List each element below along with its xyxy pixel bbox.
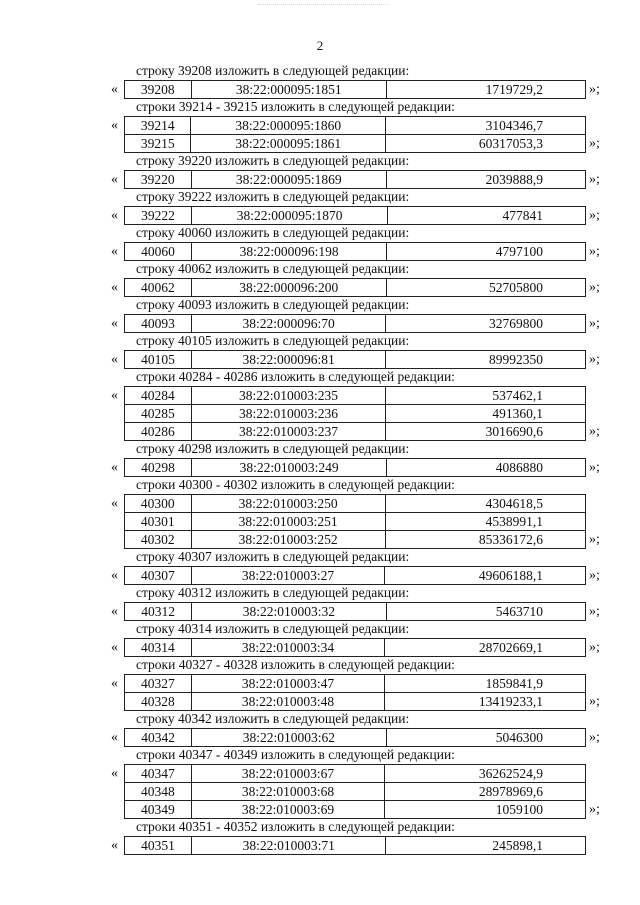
table-row [125, 81, 586, 99]
table-row [125, 459, 586, 477]
row-number-cell: 40349 [125, 801, 192, 819]
amendments-list [0, 63, 640, 855]
cadastral-number-cell: 38:22:010003:34 [191, 639, 384, 657]
value-cell: 85336172,6 [385, 531, 585, 549]
cadastral-number-cell: 38:22:010003:249 [191, 459, 386, 477]
cadastral-number-cell: 38:22:010003:237 [191, 423, 386, 441]
amendment-table [124, 764, 586, 819]
amendment-block [0, 116, 640, 153]
table-row [125, 603, 586, 621]
amendment-block [0, 638, 640, 657]
table-row [125, 387, 586, 405]
amendment-heading: строку 39220 изложить в следующей редакции: [136, 153, 410, 168]
table-row [125, 207, 586, 225]
cadastral-number-cell: 38:22:010003:68 [191, 783, 384, 801]
row-number-cell: 40300 [125, 495, 192, 513]
closing-quote: »; [589, 802, 600, 817]
amendment-heading: строку 40298 изложить в следующей редакции: [136, 441, 410, 456]
value-cell: 52705800 [386, 279, 585, 297]
amendment-heading: строки 39214 - 39215 изложить в следующей редакции: [136, 99, 455, 114]
closing-quote: »; [589, 694, 600, 709]
row-number-cell: 39208 [125, 81, 192, 99]
row-number-cell: 40093 [125, 315, 192, 333]
amendment-heading: строку 40062 изложить в следующей редакции: [136, 261, 410, 276]
amendment-block [0, 458, 640, 477]
amendment-block [0, 278, 640, 297]
amendment-heading: строку 40314 изложить в следующей редакции: [136, 621, 410, 636]
table-row [125, 315, 586, 333]
amendment-table [124, 494, 586, 549]
value-cell: 5463710 [386, 603, 585, 621]
amendment-table [124, 458, 586, 477]
table-row [125, 729, 586, 747]
table-row [125, 351, 586, 369]
cadastral-number-cell: 38:22:000095:1869 [191, 171, 386, 189]
cadastral-number-cell: 38:22:010003:250 [191, 495, 385, 513]
row-number-cell: 40347 [125, 765, 192, 783]
amendment-block [0, 764, 640, 819]
cadastral-number-cell: 38:22:000095:1870 [191, 207, 387, 225]
cadastral-number-cell: 38:22:010003:252 [191, 531, 385, 549]
amendment-block [0, 170, 640, 189]
amendment-table [124, 170, 586, 189]
amendment-table [124, 674, 586, 711]
closing-quote: »; [589, 568, 600, 583]
closing-quote: »; [589, 172, 600, 187]
amendment-table [124, 602, 586, 621]
closing-quote: »; [589, 82, 600, 97]
amendment-block [0, 674, 640, 711]
table-row [125, 693, 586, 711]
cadastral-number-cell: 38:22:010003:27 [191, 567, 384, 585]
table-row [125, 513, 586, 531]
opening-quote: « [111, 604, 118, 619]
row-number-cell: 40302 [125, 531, 192, 549]
table-row [125, 567, 586, 585]
closing-quote: »; [589, 244, 600, 259]
amendment-heading: строку 40312 изложить в следующей редакции: [136, 585, 410, 600]
table-row [125, 801, 586, 819]
closing-quote: »; [589, 352, 600, 367]
opening-quote: « [111, 82, 118, 97]
amendment-table [124, 350, 586, 369]
value-cell: 3104346,7 [386, 117, 586, 135]
opening-quote: « [111, 838, 118, 853]
table-row [125, 279, 586, 297]
value-cell: 13419233,1 [385, 693, 586, 711]
opening-quote: « [111, 730, 118, 745]
row-number-cell: 39215 [125, 135, 191, 153]
row-number-cell: 40351 [125, 837, 192, 855]
value-cell: 245898,1 [386, 837, 586, 855]
row-number-cell: 39220 [125, 171, 192, 189]
closing-quote: »; [589, 316, 600, 331]
row-number-cell: 40284 [125, 387, 192, 405]
cadastral-number-cell: 38:22:010003:32 [192, 603, 387, 621]
cadastral-number-cell: 38:22:010003:251 [191, 513, 385, 531]
row-number-cell: 40327 [125, 675, 192, 693]
cadastral-number-cell: 38:22:010003:47 [191, 675, 384, 693]
row-number-cell: 40301 [125, 513, 192, 531]
opening-quote: « [111, 388, 118, 403]
opening-quote: « [111, 496, 118, 511]
opening-quote: « [111, 316, 118, 331]
amendment-table [124, 242, 586, 261]
table-row [125, 243, 586, 261]
amendment-table [124, 206, 586, 225]
amendment-heading: строку 40307 изложить в следующей редакции: [136, 549, 410, 564]
table-row [125, 783, 586, 801]
value-cell: 4538991,1 [385, 513, 585, 531]
table-row [125, 531, 586, 549]
cadastral-number-cell: 38:22:010003:236 [191, 405, 386, 423]
cadastral-number-cell: 38:22:010003:235 [191, 387, 386, 405]
row-number-cell: 39222 [125, 207, 192, 225]
amendment-heading: строку 39208 изложить в следующей редакции: [136, 63, 410, 78]
closing-quote: »; [589, 136, 600, 151]
opening-quote: « [111, 676, 118, 691]
amendment-heading: строку 40060 изложить в следующей редакции: [136, 225, 410, 240]
row-number-cell: 40307 [125, 567, 192, 585]
table-row [125, 423, 586, 441]
amendment-heading: строки 40351 - 40352 изложить в следующей редакции: [136, 819, 455, 834]
amendment-block [0, 206, 640, 225]
amendment-heading: строку 40093 изложить в следующей редакции: [136, 297, 410, 312]
row-number-cell: 39214 [125, 117, 191, 135]
row-number-cell: 40328 [125, 693, 192, 711]
row-number-cell: 40312 [125, 603, 192, 621]
amendment-block [0, 350, 640, 369]
value-cell: 491360,1 [386, 405, 586, 423]
value-cell: 4797100 [387, 243, 586, 261]
row-number-cell: 40105 [125, 351, 192, 369]
value-cell: 28702669,1 [385, 639, 586, 657]
cadastral-number-cell: 38:22:000096:81 [191, 351, 385, 369]
row-number-cell: 40286 [125, 423, 192, 441]
amendment-heading: строки 40347 - 40349 изложить в следующей редакции: [136, 747, 455, 762]
amendment-table [124, 314, 586, 333]
amendment-block [0, 836, 640, 855]
cadastral-number-cell: 38:22:010003:48 [191, 693, 384, 711]
opening-quote: « [111, 640, 118, 655]
cadastral-number-cell: 38:22:000096:200 [191, 279, 386, 297]
amendment-block [0, 494, 640, 549]
amendment-heading: строку 40105 изложить в следующей редакции: [136, 333, 410, 348]
amendment-table [124, 116, 586, 153]
row-number-cell: 40060 [125, 243, 192, 261]
amendment-table [124, 836, 586, 855]
amendment-block [0, 80, 640, 99]
cadastral-number-cell: 38:22:000095:1861 [191, 135, 386, 153]
table-row [125, 171, 586, 189]
row-number-cell: 40062 [125, 279, 192, 297]
amendment-heading: строки 40300 - 40302 изложить в следующей редакции: [136, 477, 455, 492]
value-cell: 1719729,2 [386, 81, 585, 99]
cadastral-number-cell: 38:22:010003:62 [192, 729, 387, 747]
value-cell: 1059100 [385, 801, 586, 819]
opening-quote: « [111, 118, 118, 133]
value-cell: 36262524,9 [385, 765, 586, 783]
closing-quote: »; [589, 604, 600, 619]
amendment-table [124, 728, 586, 747]
table-row [125, 117, 586, 135]
amendment-block [0, 602, 640, 621]
amendment-block [0, 314, 640, 333]
value-cell: 28978969,6 [385, 783, 586, 801]
amendment-heading: строку 40342 изложить в следующей редакции: [136, 711, 410, 726]
amendment-heading: строку 39222 изложить в следующей редакции: [136, 189, 410, 204]
amendment-table [124, 638, 586, 657]
table-row [125, 675, 586, 693]
cadastral-number-cell: 38:22:000095:1860 [191, 117, 386, 135]
row-number-cell: 40285 [125, 405, 192, 423]
amendment-heading: строки 40284 - 40286 изложить в следующей редакции: [136, 369, 455, 384]
value-cell: 1859841,9 [385, 675, 586, 693]
cadastral-number-cell: 38:22:000096:198 [191, 243, 386, 261]
amendment-block [0, 566, 640, 585]
table-row [125, 639, 586, 657]
opening-quote: « [111, 568, 118, 583]
cadastral-number-cell: 38:22:000096:70 [191, 315, 385, 333]
amendment-block [0, 386, 640, 441]
table-row [125, 837, 586, 855]
cadastral-number-cell: 38:22:010003:67 [191, 765, 384, 783]
opening-quote: « [111, 172, 118, 187]
closing-quote: »; [589, 424, 600, 439]
value-cell: 537462,1 [386, 387, 586, 405]
value-cell: 2039888,9 [386, 171, 585, 189]
cadastral-number-cell: 38:22:010003:71 [192, 837, 386, 855]
amendment-table [124, 386, 586, 441]
value-cell: 477841 [388, 207, 586, 225]
value-cell: 49606188,1 [385, 567, 586, 585]
value-cell: 60317053,3 [386, 135, 586, 153]
amendment-table [124, 80, 586, 99]
row-number-cell: 40342 [125, 729, 192, 747]
cadastral-number-cell: 38:22:010003:69 [191, 801, 384, 819]
closing-quote: »; [589, 640, 600, 655]
value-cell: 89992350 [386, 351, 586, 369]
closing-quote: »; [589, 208, 600, 223]
table-row [125, 765, 586, 783]
cadastral-number-cell: 38:22:000095:1851 [191, 81, 386, 99]
opening-quote: « [111, 352, 118, 367]
value-cell: 4086880 [387, 459, 586, 477]
amendment-table [124, 566, 586, 585]
row-number-cell: 40314 [125, 639, 192, 657]
amendment-block [0, 242, 640, 261]
opening-quote: « [111, 460, 118, 475]
amendment-heading: строки 40327 - 40328 изложить в следующей редакции: [136, 657, 455, 672]
table-row [125, 135, 586, 153]
closing-quote: »; [589, 532, 600, 547]
closing-quote: »; [589, 460, 600, 475]
table-row [125, 405, 586, 423]
page-number: 2 [316, 38, 324, 53]
value-cell: 3016690,6 [386, 423, 586, 441]
value-cell: 5046300 [386, 729, 585, 747]
row-number-cell: 40298 [125, 459, 192, 477]
table-row [125, 495, 586, 513]
value-cell: 4304618,5 [385, 495, 585, 513]
opening-quote: « [111, 244, 118, 259]
opening-quote: « [111, 280, 118, 295]
closing-quote: »; [589, 730, 600, 745]
value-cell: 32769800 [386, 315, 586, 333]
closing-quote: »; [589, 280, 600, 295]
amendment-block [0, 728, 640, 747]
scan-artifact [258, 4, 388, 11]
amendment-table [124, 278, 586, 297]
row-number-cell: 40348 [125, 783, 192, 801]
opening-quote: « [111, 208, 118, 223]
opening-quote: « [111, 766, 118, 781]
